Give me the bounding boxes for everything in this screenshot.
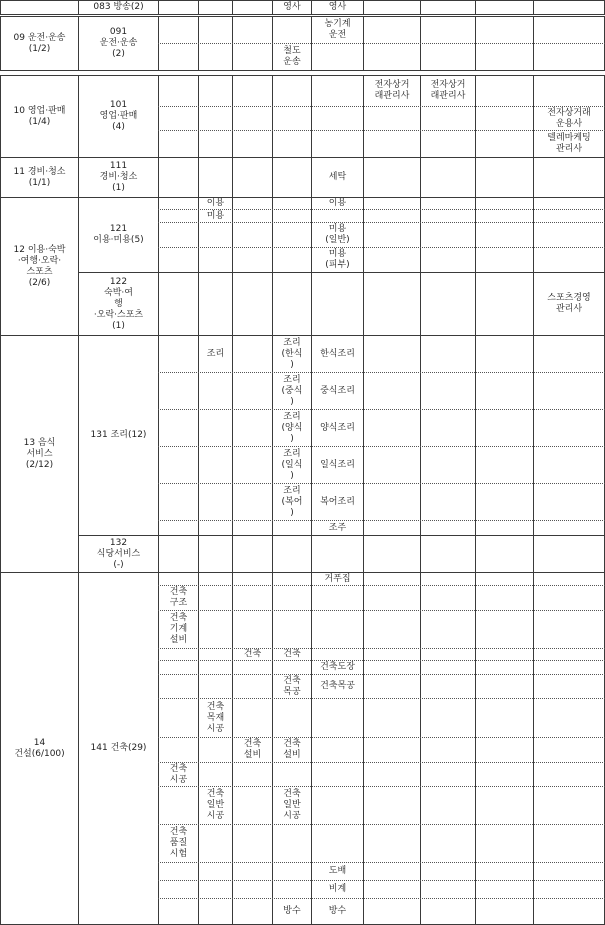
minor-category-132: 132 식당서비스 (-) xyxy=(96,537,141,570)
qualification-cell: 건축 구조 xyxy=(169,587,188,608)
minor-category-083: 083 방송(2) xyxy=(93,2,144,12)
qualification-cell: 조주 xyxy=(328,522,347,533)
minor-category-141: 141 건축(29) xyxy=(90,743,147,753)
qualification-cell: 건축 설비 xyxy=(283,739,301,760)
qualification-cell: 건축 xyxy=(243,649,262,659)
qualification-cell: 스포츠경영 관리사 xyxy=(547,293,591,314)
minor-category-111: 111 경비·청소 (1) xyxy=(99,161,138,193)
qualification-cell: 도배 xyxy=(328,866,347,876)
qualification-cell: 일식조리 xyxy=(320,459,355,470)
qualification-cell: 전자상거래 운용사 xyxy=(547,107,591,129)
row-divider-dotted xyxy=(158,520,605,521)
qualification-cell: 건축 일반 시공 xyxy=(206,789,225,821)
qualification-cell: 조리 xyxy=(206,348,225,359)
qualification-cell: 조리 (일식 ) xyxy=(281,448,303,481)
qualification-cell: 건축 기계 설비 xyxy=(169,613,188,645)
qualification-cell: 건축도장 xyxy=(320,662,355,672)
qualification-cell: 거푸집 xyxy=(324,573,351,584)
major-category-11: 11 경비·청소 (1/1) xyxy=(13,166,66,188)
qualification-cell: 조리 (한식 ) xyxy=(281,337,303,370)
row-divider-dotted xyxy=(158,222,605,223)
qualification-cell: 조리 (양식 ) xyxy=(281,411,303,444)
major-category-10: 10 영업·판매 (1/4) xyxy=(13,105,66,127)
qualification-cell: 한식조리 xyxy=(320,348,355,359)
row-divider-dotted xyxy=(158,43,605,44)
row-divider-dotted xyxy=(158,824,605,825)
row-divider-dotted xyxy=(158,372,605,373)
row-divider-dotted xyxy=(158,898,605,899)
minor-category-122: 122 숙박·여 행 ·오락·스포츠 (1) xyxy=(93,276,144,331)
qualification-cell: 건축 xyxy=(283,649,301,659)
qualification-cell: 미용 xyxy=(206,210,225,221)
major-category-12: 12 이용·숙박 ·여행·오락· 스포츠 (2/6) xyxy=(13,244,66,288)
qualification-cell: 방수 xyxy=(283,906,301,916)
qualification-cell: 이용 xyxy=(206,198,225,208)
qualification-cell: 철도 운송 xyxy=(283,46,301,67)
row-divider-dotted xyxy=(158,648,605,649)
qualification-cell: 건축 품질 시험 xyxy=(169,827,188,859)
qualification-cell: 건축 목재 시공 xyxy=(206,701,225,734)
major-category-14: 14 건설(6/100) xyxy=(14,737,65,759)
qualification-cell: 건축목공 xyxy=(320,681,355,691)
qualification-cell: 전자상거 래관리사 xyxy=(374,80,410,101)
qualification-cell: 미용 (피부) xyxy=(325,249,350,270)
qualification-cell: 양식조리 xyxy=(320,422,355,433)
qualification-cell: 비계 xyxy=(328,884,347,894)
row-divider-dotted xyxy=(158,247,605,248)
row-divider-dotted xyxy=(158,660,605,661)
minor-category-131: 131 조리(12) xyxy=(90,430,147,440)
major-category-13: 13 음식 서비스 (2/12) xyxy=(23,437,56,470)
qualification-cell: 방수 xyxy=(328,906,347,916)
row-divider-dotted xyxy=(158,409,605,410)
major-category-09: 09 운전·운송 (1/2) xyxy=(13,32,66,54)
qualification-cell: 건축 목공 xyxy=(283,675,301,697)
qualification-cell: 조리 (중식 ) xyxy=(281,374,303,407)
row-divider-dotted xyxy=(158,862,605,863)
minor-category-091: 091 운전·운송 (2) xyxy=(99,27,138,59)
qualification-cell: 영사 xyxy=(328,2,347,12)
row-divider-dotted xyxy=(158,737,605,738)
qualification-cell: 중식조리 xyxy=(320,385,355,396)
row-divider-dotted xyxy=(158,610,605,611)
qualification-cell: 복어조리 xyxy=(320,496,355,507)
qualification-cell: 건축 시공 xyxy=(169,763,188,785)
qualification-cell: 이용 xyxy=(328,198,347,208)
qualification-cell: 텔레마케팅 관리사 xyxy=(547,133,591,154)
qualification-cell: 건축 일반 시공 xyxy=(283,789,301,821)
qualification-cell: 전자상거 래관리사 xyxy=(430,80,466,101)
qualification-cell: 영사 xyxy=(283,2,301,12)
row-divider-dotted xyxy=(158,585,605,586)
qualification-cell: 농기계 운전 xyxy=(324,19,351,40)
qualification-cell: 건축 설비 xyxy=(243,739,262,760)
qualification-cell: 미용 (일반) xyxy=(325,224,350,245)
row-divider-dotted xyxy=(158,880,605,881)
row-divider-dotted xyxy=(158,446,605,447)
minor-category-101: 101 영업·판매 (4) xyxy=(99,100,138,132)
qualification-cell: 조리 (복어 ) xyxy=(281,485,303,518)
minor-category-121: 121 이용·미용(5) xyxy=(93,224,144,245)
row-divider-dotted xyxy=(158,483,605,484)
row-divider-dotted xyxy=(158,674,605,675)
qualification-cell: 세탁 xyxy=(328,172,347,182)
row-divider-dotted xyxy=(158,762,605,763)
